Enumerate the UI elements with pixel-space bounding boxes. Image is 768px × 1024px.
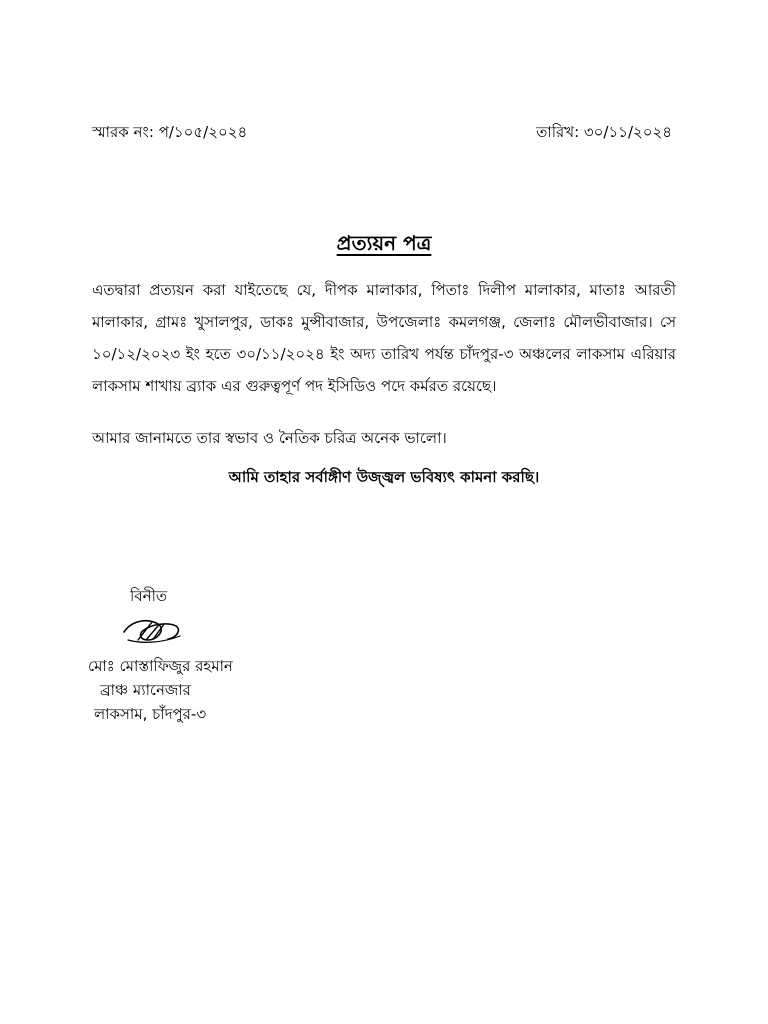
signer-name: মোঃ মোস্তাফিজুর রহমান	[88, 657, 233, 675]
good-wishes-line: আমি তাহার সর্বাঙ্গীণ উজ্জ্বল ভবিষ্যৎ কামনা করছি।	[228, 468, 540, 486]
character-statement: আমার জানামতে তার স্বভাব ও নৈতিক চরিত্র অনেক ভালো।	[92, 429, 447, 447]
certificate-body	[92, 274, 676, 402]
signer-block	[88, 654, 233, 726]
signer-office: লাকসাম, চাঁদপুর-৩	[94, 705, 207, 723]
reference-number: স্মারক নং: প/১০৫/২০২৪	[92, 123, 248, 141]
closing-salutation: বিনীত	[130, 587, 168, 605]
signer-designation: ব্রাঞ্চ ম্যানেজার	[100, 681, 191, 699]
document-date: তারিখ: ৩০/১১/২০২৪	[536, 123, 672, 141]
document-title-text: প্রত্যয়ন পত্র	[336, 231, 432, 255]
certificate-paragraph: এতদ্বারা প্রত্যয়ন করা যাইতেছে যে, দীপক মালাকার, পিতাঃ দিলীপ মালাকার, মাতাঃ আরতী মালাকার, গ্রামঃ খুসালপুর, ডাকঃ মুন্সীবাজার, উপজেলাঃ কমলগঞ্জ, জেলাঃ মৌলভীবাজার। সে ১০/১২/২০২৩ ইং হতে ৩০/১১/২০২৪ ইং অদ্য তারিখ পর্যন্ত চাঁদপুর-৩ অঞ্চলের লাকসাম এরিয়ার লাকসাম শাখায় ব্র্যাক এর গুরুত্বপূর্ণ পদ ইসিডিও পদে কর্মরত রয়েছে।	[92, 281, 676, 395]
document-title	[0, 229, 768, 262]
signature-image	[118, 610, 188, 650]
